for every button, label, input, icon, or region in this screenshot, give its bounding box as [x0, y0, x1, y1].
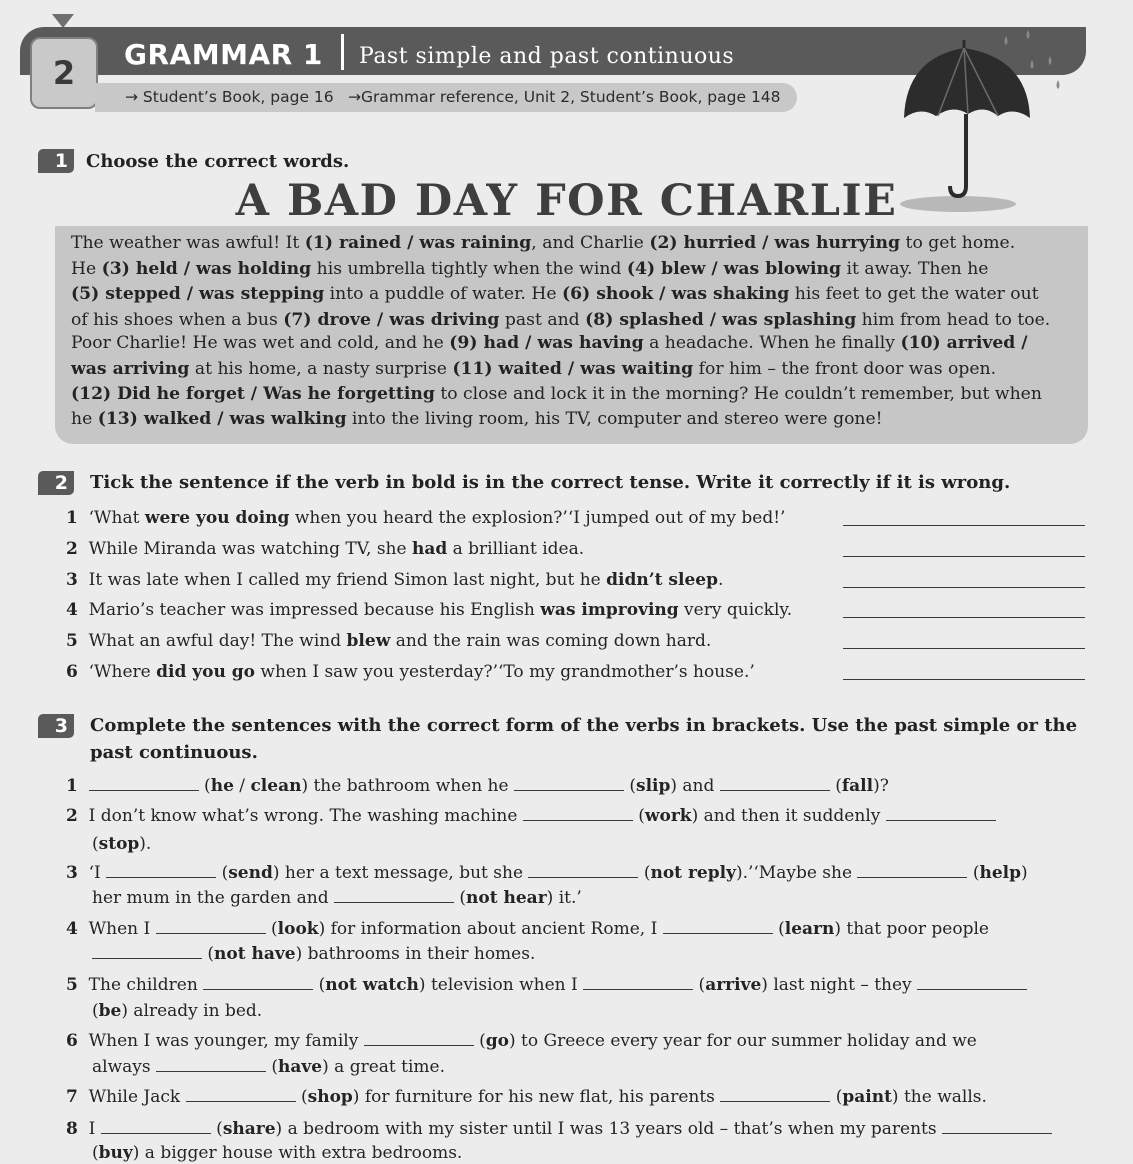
exercise-1-badge: 1: [38, 149, 74, 173]
story-line: The weather was awful! It (1) rained / was raining, and Charlie (2) hurried / was hurrying to get home.: [71, 233, 1016, 253]
exercise-2-item: 1 ‘What were you doing when you heard the explosion?’‘I jumped out of my bed!’: [66, 508, 786, 528]
exercise-3-item: 7 While Jack (shop) for furniture for his new flat, his parents (paint) the walls.: [66, 1087, 987, 1107]
exercise-3-item-cont: (be) already in bed.: [92, 1001, 263, 1021]
section-title: GRAMMAR 1: [124, 38, 323, 71]
answer-line[interactable]: [843, 525, 1085, 526]
exercise-3-instruction-cont: past continuous.: [90, 742, 258, 763]
story-line: of his shoes when a bus (7) drove / was driving past and (8) splashed / was splashing him from head to toe.: [71, 310, 1051, 330]
exercise-3-item: 4 When I (look) for information about ancient Rome, I (learn) that poor people: [66, 919, 989, 939]
story-line: (12) Did he forget / Was he forgetting to close and lock it in the morning? He couldn’t remember, but when: [71, 384, 1042, 404]
exercise-2-item: 6 ‘Where did you go when I saw you yesterday?’‘To my grandmother’s house.’: [66, 662, 755, 682]
grammar-reference-ref: →Grammar reference, Unit 2, Student’s Book, page 148: [348, 88, 781, 106]
exercise-2-instruction: Tick the sentence if the verb in bold is in the correct tense. Write it correctly if it is wrong.: [90, 472, 1011, 493]
unit-number: 2: [30, 37, 98, 109]
story-line: (5) stepped / was stepping into a puddle of water. He (6) shook / was shaking his feet to get the water out: [71, 284, 1039, 304]
students-book-ref: → Student’s Book, page 16: [125, 88, 334, 106]
exercise-3-item-cont: her mum in the garden and (not hear) it.’: [92, 888, 582, 908]
exercise-3-instruction: Complete the sentences with the correct form of the verbs in brackets. Use the past simple or the: [90, 715, 1078, 736]
story-title: A BAD DAY FOR CHARLIE: [235, 176, 898, 226]
exercise-3-item: 2 I don’t know what’s wrong. The washing machine (work) and then it suddenly: [66, 806, 996, 826]
answer-line[interactable]: [843, 556, 1085, 557]
triangle-down-icon: [52, 14, 74, 28]
answer-line[interactable]: [843, 587, 1085, 588]
answer-line[interactable]: [843, 679, 1085, 680]
exercise-1-instruction: Choose the correct words.: [86, 151, 350, 172]
exercise-3-item: 6 When I was younger, my family (go) to Greece every year for our summer holiday and we: [66, 1031, 977, 1051]
exercise-3-item-cont: (stop).: [92, 834, 152, 854]
exercise-2-item: 4 Mario’s teacher was impressed because his English was improving very quickly.: [66, 600, 793, 620]
answer-line[interactable]: [843, 648, 1085, 649]
exercise-3-item-cont: (not have) bathrooms in their homes.: [92, 944, 535, 964]
exercise-3-item: 8 I (share) a bedroom with my sister until I was 13 years old – that’s when my parents: [66, 1119, 1052, 1139]
exercise-2-item: 3 It was late when I called my friend Simon last night, but he didn’t sleep.: [66, 570, 724, 590]
section-subtitle: Past simple and past continuous: [359, 44, 735, 69]
title-divider: [341, 34, 344, 70]
exercise-3-item-cont: (buy) a bigger house with extra bedrooms.: [92, 1143, 463, 1163]
story-line: he (13) walked / was walking into the living room, his TV, computer and stereo were gone!: [71, 409, 883, 429]
story-line: was arriving at his home, a nasty surprise (11) waited / was waiting for him – the front door was open.: [71, 359, 997, 379]
exercise-2-item: 5 What an awful day! The wind blew and the rain was coming down hard.: [66, 631, 712, 651]
exercise-3-badge: 3: [38, 714, 74, 738]
story-line: Poor Charlie! He was wet and cold, and he (9) had / was having a headache. When he finally (10) arrived /: [71, 333, 1028, 353]
exercise-3-item-cont: always (have) a great time.: [92, 1057, 445, 1077]
answer-line[interactable]: [843, 617, 1085, 618]
exercise-2-item: 2 While Miranda was watching TV, she had a brilliant idea.: [66, 539, 585, 559]
exercise-2-badge: 2: [38, 471, 74, 495]
exercise-3-item: 5 The children (not watch) television when I (arrive) last night – they: [66, 975, 1027, 995]
story-line: He (3) held / was holding his umbrella tightly when the wind (4) blew / was blowing it away. Then he: [71, 259, 989, 279]
exercise-3-item: 1 (he / clean) the bathroom when he (slip) and (fall)?: [66, 776, 889, 796]
exercise-3-item: 3 ‘I (send) her a text message, but she (not reply).’‘Maybe she (help): [66, 863, 1028, 883]
